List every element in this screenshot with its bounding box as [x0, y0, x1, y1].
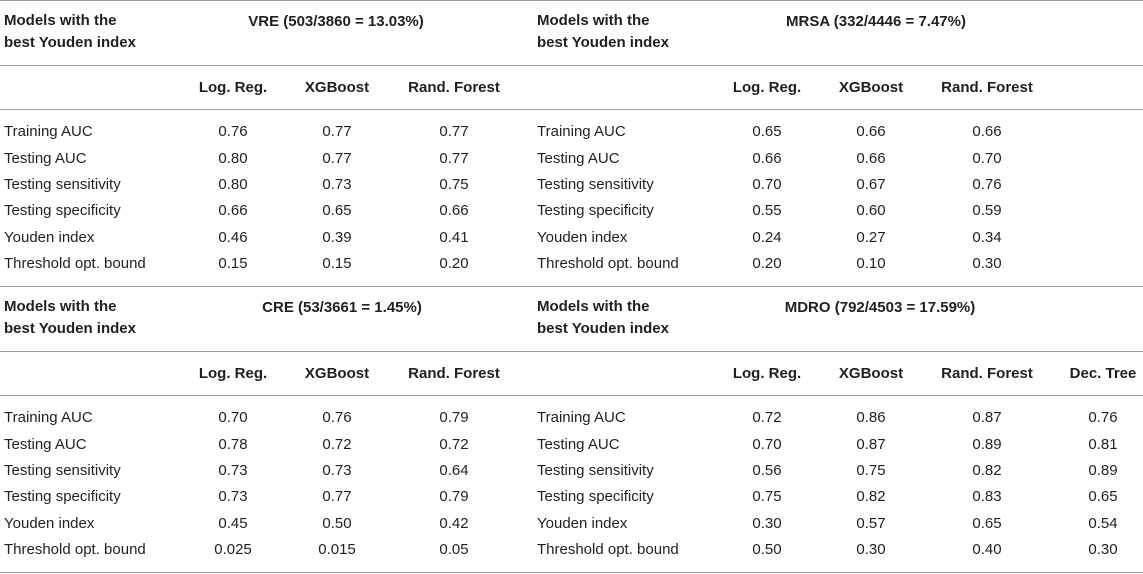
cell-value: 0.70 — [972, 150, 1002, 167]
right-title-line1: Models with the — [537, 12, 650, 29]
cell-value: 0.015 — [318, 541, 356, 558]
cell-value: 0.70 — [752, 176, 782, 193]
row-label: Testing specificity — [4, 488, 121, 505]
left-title-line1: Models with the — [4, 12, 117, 29]
left-title-line2: best Youden index — [4, 320, 136, 337]
table-block-top — [0, 0, 1143, 286]
cell-value: 0.72 — [439, 436, 469, 453]
cell-value: 0.60 — [856, 202, 886, 219]
cell-value: 0.50 — [752, 541, 782, 558]
column-header-rule — [0, 109, 1143, 110]
cell-value: 0.75 — [439, 176, 469, 193]
cell-value: 0.34 — [972, 229, 1002, 246]
header-rule — [0, 65, 1143, 66]
cell-value: 0.70 — [752, 436, 782, 453]
cell-value: 0.10 — [856, 255, 886, 272]
cell-value: 0.82 — [856, 488, 886, 505]
row-label: Testing specificity — [4, 202, 121, 219]
cell-value: 0.65 — [322, 202, 352, 219]
right-title-line1: Models with the — [537, 298, 650, 315]
right-dataset-header: MDRO (792/4503 = 17.59%) — [784, 299, 976, 316]
left-title — [4, 10, 184, 54]
cell-value: 0.82 — [972, 462, 1002, 479]
cell-value: 0.24 — [752, 229, 782, 246]
column-header-rule — [0, 395, 1143, 396]
row-label: Testing sensitivity — [4, 462, 121, 479]
cell-value: 0.79 — [439, 488, 469, 505]
cell-value: 0.46 — [218, 229, 248, 246]
row-label: Testing AUC — [537, 436, 620, 453]
cell-value: 0.87 — [972, 409, 1002, 426]
row-label: Threshold opt. bound — [537, 255, 679, 272]
cell-value: 0.77 — [439, 123, 469, 140]
cell-value: 0.86 — [856, 409, 886, 426]
cell-value: 0.41 — [439, 229, 469, 246]
right-title — [537, 296, 717, 340]
row-label: Testing specificity — [537, 202, 654, 219]
right-title — [537, 10, 717, 54]
cell-value: 0.64 — [439, 462, 469, 479]
cell-value: 0.15 — [218, 255, 248, 272]
row-label: Threshold opt. bound — [537, 541, 679, 558]
row-label: Training AUC — [537, 123, 626, 140]
cell-value: 0.73 — [218, 488, 248, 505]
cell-value: 0.27 — [856, 229, 886, 246]
cell-value: 0.40 — [972, 541, 1002, 558]
cell-value: 0.57 — [856, 515, 886, 532]
column-header: Log. Reg. — [732, 79, 802, 96]
cell-value: 0.77 — [322, 123, 352, 140]
bottom-rule — [0, 572, 1143, 573]
cell-value: 0.66 — [856, 150, 886, 167]
cell-value: 0.76 — [972, 176, 1002, 193]
left-dataset-header: VRE (503/3860 = 13.03%) — [248, 13, 424, 30]
cell-value: 0.15 — [322, 255, 352, 272]
row-label: Threshold opt. bound — [4, 541, 146, 558]
table-block-bottom — [0, 286, 1143, 574]
right-title-line2: best Youden index — [537, 320, 669, 337]
cell-value: 0.73 — [322, 176, 352, 193]
cell-value: 0.30 — [1088, 541, 1118, 558]
cell-value: 0.77 — [322, 150, 352, 167]
cell-value: 0.76 — [1088, 409, 1118, 426]
column-header: Dec. Tree — [1069, 365, 1137, 382]
row-label: Training AUC — [537, 409, 626, 426]
cell-value: 0.30 — [972, 255, 1002, 272]
cell-value: 0.78 — [218, 436, 248, 453]
column-header: Rand. Forest — [941, 365, 1033, 382]
cell-value: 0.89 — [1088, 462, 1118, 479]
column-header: Rand. Forest — [408, 365, 500, 382]
cell-value: 0.025 — [214, 541, 252, 558]
cell-value: 0.50 — [322, 515, 352, 532]
cell-value: 0.80 — [218, 150, 248, 167]
right-title-line2: best Youden index — [537, 34, 669, 51]
column-header: Rand. Forest — [941, 79, 1033, 96]
cell-value: 0.72 — [752, 409, 782, 426]
column-header: XGBoost — [304, 365, 370, 382]
left-title-line2: best Youden index — [4, 34, 136, 51]
cell-value: 0.73 — [322, 462, 352, 479]
column-header: XGBoost — [838, 79, 904, 96]
row-label: Testing specificity — [537, 488, 654, 505]
left-title-line1: Models with the — [4, 298, 117, 315]
row-label: Testing AUC — [4, 436, 87, 453]
cell-value: 0.81 — [1088, 436, 1118, 453]
column-header: Rand. Forest — [408, 79, 500, 96]
column-header: XGBoost — [304, 79, 370, 96]
row-label: Training AUC — [4, 123, 93, 140]
column-header: XGBoost — [838, 365, 904, 382]
cell-value: 0.67 — [856, 176, 886, 193]
cell-value: 0.75 — [752, 488, 782, 505]
row-label: Testing sensitivity — [4, 176, 121, 193]
cell-value: 0.66 — [972, 123, 1002, 140]
cell-value: 0.66 — [856, 123, 886, 140]
row-label: Testing AUC — [537, 150, 620, 167]
row-label: Testing sensitivity — [537, 176, 654, 193]
cell-value: 0.75 — [856, 462, 886, 479]
cell-value: 0.66 — [439, 202, 469, 219]
cell-value: 0.77 — [439, 150, 469, 167]
column-header: Log. Reg. — [198, 79, 268, 96]
cell-value: 0.54 — [1088, 515, 1118, 532]
cell-value: 0.56 — [752, 462, 782, 479]
cell-value: 0.76 — [218, 123, 248, 140]
row-label: Youden index — [4, 229, 95, 246]
cell-value: 0.76 — [322, 409, 352, 426]
header-rule — [0, 351, 1143, 352]
row-label: Threshold opt. bound — [4, 255, 146, 272]
cell-value: 0.66 — [218, 202, 248, 219]
cell-value: 0.30 — [752, 515, 782, 532]
left-dataset-header: CRE (53/3661 = 1.45%) — [262, 299, 422, 316]
cell-value: 0.70 — [218, 409, 248, 426]
left-title — [4, 296, 184, 340]
column-header: Log. Reg. — [198, 365, 268, 382]
cell-value: 0.65 — [972, 515, 1002, 532]
cell-value: 0.42 — [439, 515, 469, 532]
cell-value: 0.66 — [752, 150, 782, 167]
cell-value: 0.55 — [752, 202, 782, 219]
cell-value: 0.80 — [218, 176, 248, 193]
cell-value: 0.30 — [856, 541, 886, 558]
cell-value: 0.59 — [972, 202, 1002, 219]
cell-value: 0.83 — [972, 488, 1002, 505]
cell-value: 0.72 — [322, 436, 352, 453]
cell-value: 0.39 — [322, 229, 352, 246]
row-label: Testing sensitivity — [537, 462, 654, 479]
row-label: Training AUC — [4, 409, 93, 426]
row-label: Testing AUC — [4, 150, 87, 167]
cell-value: 0.05 — [439, 541, 469, 558]
cell-value: 0.79 — [439, 409, 469, 426]
cell-value: 0.87 — [856, 436, 886, 453]
cell-value: 0.77 — [322, 488, 352, 505]
cell-value: 0.89 — [972, 436, 1002, 453]
row-label: Youden index — [4, 515, 95, 532]
cell-value: 0.65 — [752, 123, 782, 140]
row-label: Youden index — [537, 515, 628, 532]
cell-value: 0.20 — [752, 255, 782, 272]
row-label: Youden index — [537, 229, 628, 246]
column-header: Log. Reg. — [732, 365, 802, 382]
cell-value: 0.65 — [1088, 488, 1118, 505]
cell-value: 0.73 — [218, 462, 248, 479]
right-dataset-header: MRSA (332/4446 = 7.47%) — [786, 13, 966, 30]
cell-value: 0.45 — [218, 515, 248, 532]
cell-value: 0.20 — [439, 255, 469, 272]
